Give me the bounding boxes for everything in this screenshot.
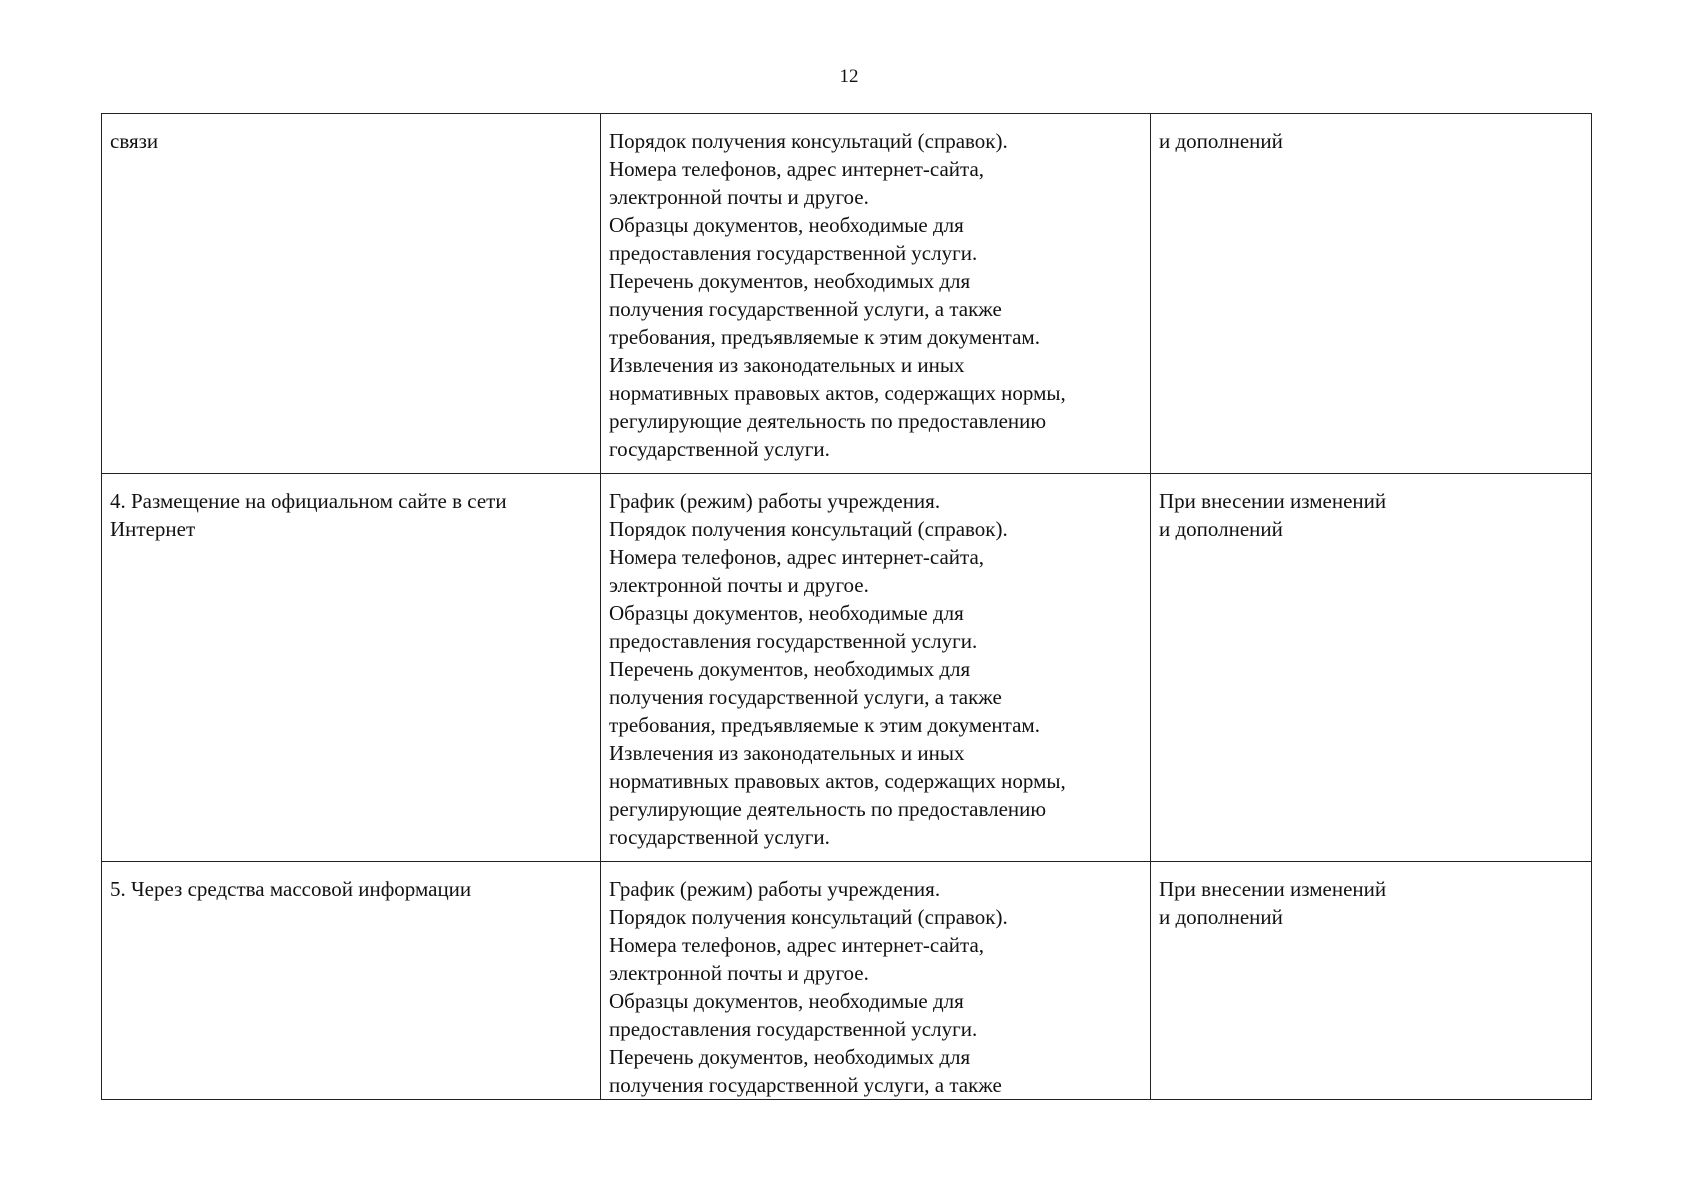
content-cell: Порядок получения консультаций (справок). Номера телефонов, адрес интернет-сайта, электронной почты и другое. Образцы документов, необходимые для предоставления государственной услуги. Перечень документов, необходимых для получения государственной услуги, а также требования, предъявляемые к этим документам. Извлечения из законодательных и иных нормативных правовых актов, содержащих нормы, регулирующие деятельность по предоставлению государственной услуги. <box>601 114 1151 474</box>
method-cell: 4. Размещение на официальном сайте в сети Интернет <box>102 474 601 862</box>
frequency-cell: и дополнений <box>1151 114 1592 474</box>
method-cell: 5. Через средства массовой информации <box>102 862 601 1100</box>
frequency-cell: При внесении изменений и дополнений <box>1151 862 1592 1100</box>
content-cell: График (режим) работы учреждения. Порядок получения консультаций (справок). Номера телефонов, адрес интернет-сайта, электронной почты и другое. Образцы документов, необходимые для предоставления государственной услуги. Перечень документов, необходимых для получения государственной услуги, а также требования, предъявляемые к этим документам. Извлечения из законодательных и иных нормативных правовых актов, содержащих нормы, регулирующие деятельность по предоставлению государственной услуги. <box>601 474 1151 862</box>
method-cell: связи <box>102 114 601 474</box>
content-cell: График (режим) работы учреждения. Порядок получения консультаций (справок). Номера телефонов, адрес интернет-сайта, электронной почты и другое. Образцы документов, необходимые для предоставления государственной услуги. Перечень документов, необходимых для получения государственной услуги, а также <box>601 862 1151 1100</box>
page-number: 12 <box>839 66 859 87</box>
information-methods-table <box>101 113 1592 1100</box>
table-row <box>102 114 1592 474</box>
frequency-cell: При внесении изменений и дополнений <box>1151 474 1592 862</box>
table-row <box>102 474 1592 862</box>
table-row <box>102 862 1592 1100</box>
